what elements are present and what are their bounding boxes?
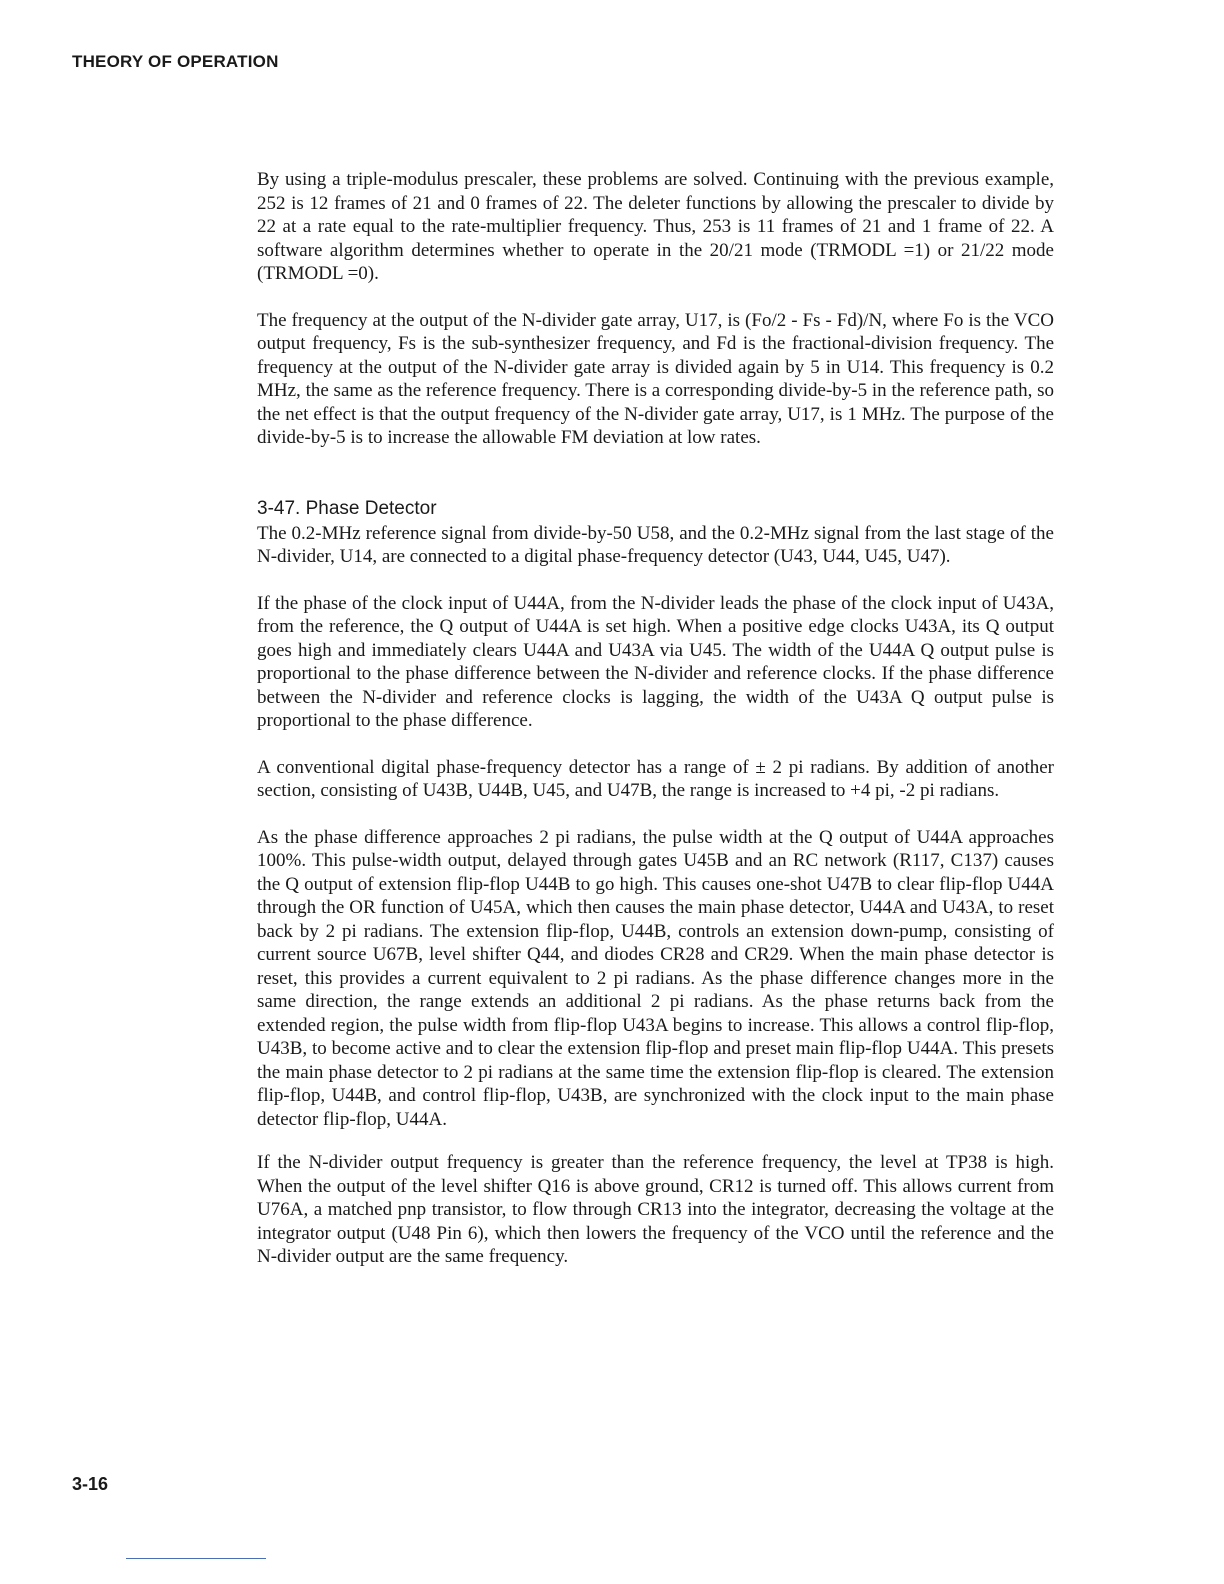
page-body	[257, 168, 1054, 1292]
section-heading-phase-detector: 3-47. Phase Detector	[257, 497, 437, 519]
paragraph-integrator: If the N-divider output frequency is greater than the reference frequency, the level at TP38 is high. When the output of the level shifter Q16 is above ground, CR12 is turned off. This allows current from U76A, a matched pnp transistor, to flow through CR13 into the integrator, decreasing the voltage at the integrator output (U48 Pin 6), which then lowers the frequency of the VCO until the reference and the N-divider output are the same frequency.	[257, 1152, 1054, 1267]
paragraph-reference-signal: The 0.2-MHz reference signal from divide-by-50 U58, and the 0.2-MHz signal from the last stage of the N-divider, U14, are connected to a digital phase-frequency detector (U43, U44, U45, U47).	[257, 522, 1054, 567]
paragraph-clock-phase: If the phase of the clock input of U44A, from the N-divider leads the phase of the clock input of U43A, from the reference, the Q output of U44A is set high. When a positive edge clocks U43A, its Q output goes high and immediately clears U44A and U43A via U45. The width of the U44A Q output pulse is proportional to the phase difference between the N-divider and reference clocks. If the phase difference between the N-divider and reference clocks is lagging, the width of the U43A Q output pulse is proportional to the phase difference.	[257, 592, 1054, 731]
page-number: 3-16	[72, 1474, 109, 1494]
paragraph-range: A conventional digital phase-frequency detector has a range of ± 2 pi radians. By addition of another section, consisting of U43B, U44B, U45, and U47B, the range is increased to +4 pi, -2 pi radians.	[257, 756, 1054, 801]
paragraph-extension-flip-flop: As the phase difference approaches 2 pi radians, the pulse width at the Q output of U44A approaches 100%. This pulse-width output, delayed through gates U45B and an RC network (R117, C137) causes the Q output of extension flip-flop U44B to go high. This causes one-shot U47B to clear flip-flop U44A through the OR function of U45A, which then causes the main phase detector, U44A and U43A, to reset back by 2 pi radians. The extension flip-flop, U44B, controls an extension down-pump, consisting of current source U67B, level shifter Q44, and diodes CR28 and CR29. When the main phase detector is reset, this provides a current equivalent to 2 pi radians. As the phase difference changes more in the same direction, the range extends an additional 2 pi radians. As the phase returns back from the extended region, the pulse width from flip-flop U43A begins to increase. This allows a control flip-flop, U43B, to become active and to clear the extension flip-flop and preset main flip-flop U44A. This presets the main phase detector to 2 pi radians at the same time the extension flip-flop is cleared. The extension flip-flop, U44B, and control flip-flop, U43B, are synchronized with the clock input to the main phase detector flip-flop, U44A.	[257, 826, 1054, 1130]
paragraph-triple-modulus: By using a triple-modulus prescaler, these problems are solved. Continuing with the previous example, 252 is 12 frames of 21 and 0 frames of 22. The deleter functions by allowing the prescaler to divide by 22 at a rate equal to the rate-multiplier frequency. Thus, 253 is 11 frames of 21 and 1 frame of 22. A software algorithm determines whether to operate in the 20/21 mode (TRMODL =1) or 21/22 mode (TRMODL =0).	[257, 169, 1054, 284]
running-header: THEORY OF OPERATION	[72, 52, 279, 71]
footer-rule	[126, 1558, 266, 1559]
paragraph-n-divider-frequency: The frequency at the output of the N-divider gate array, U17, is (Fo/2 - Fs - Fd)/N, where Fo is the VCO output frequency, Fs is the sub-synthesizer frequency, and Fd is the fractional-division frequency. The frequency at the output of the N-divider gate array is divided again by 5 in U14. This frequency is 0.2 MHz, the same as the reference frequency. There is a corresponding divide-by-5 in the reference path, so the net effect is that the output frequency of the N-divider gate array, U17, is 1 MHz. The purpose of the divide-by-5 is to increase the allowable FM deviation at low rates.	[257, 309, 1054, 448]
